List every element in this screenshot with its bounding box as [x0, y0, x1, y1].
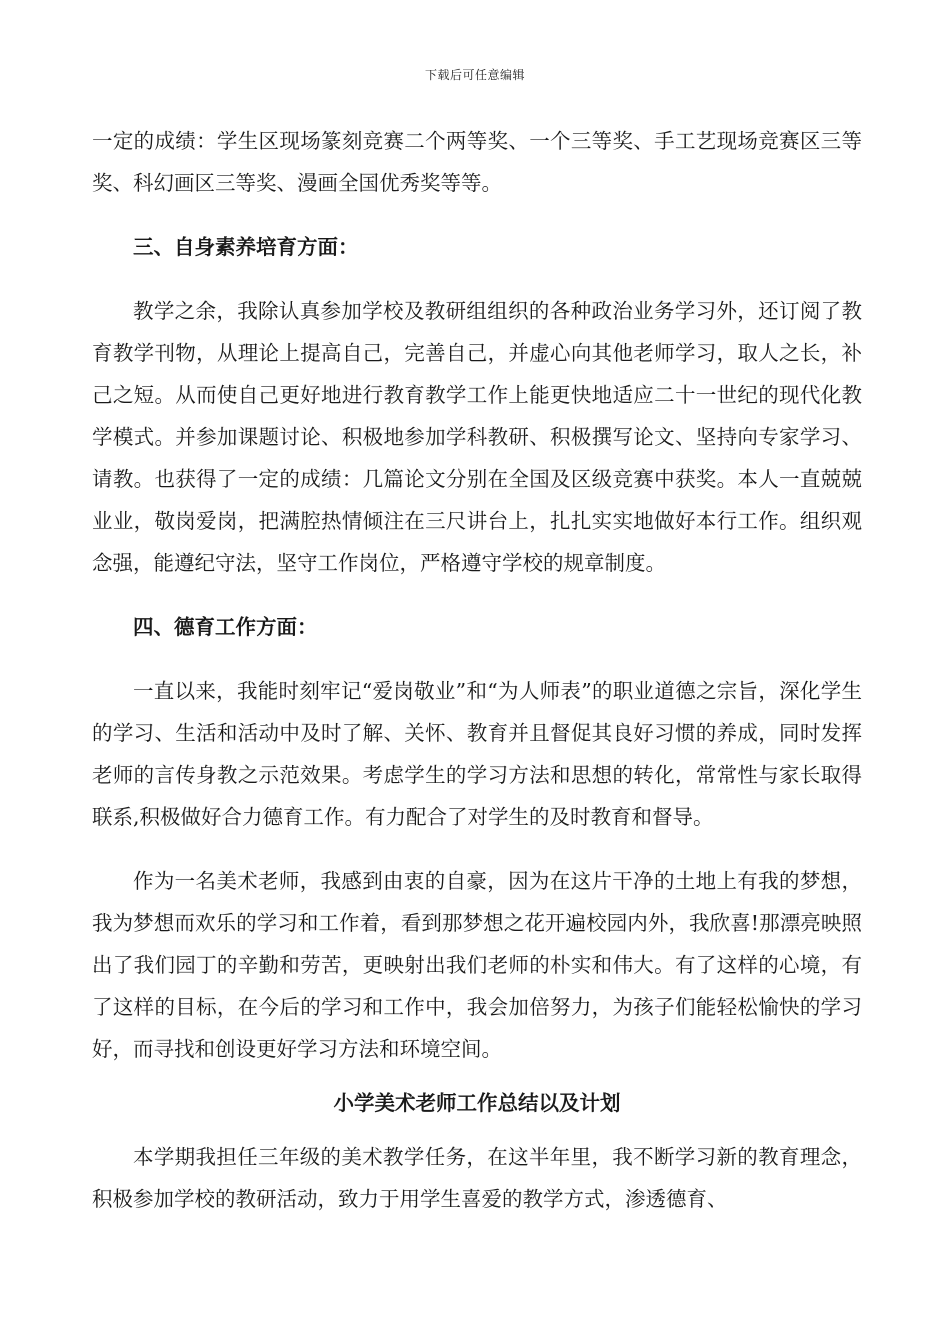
section-heading-self-cultivation: 三、自身素养培育方面： — [133, 235, 359, 259]
intro-paragraph: 一定的成绩：学生区现场篆刻竞赛二个两等奖、一个三等奖、手工艺现场竞赛区三等奖、科幻画区三等奖、漫画全国优秀奖等等。 — [92, 129, 862, 195]
section-paragraph-self-cultivation: 教学之余，我除认真参加学校及教研组组织的各种政治业务学习外，还订阅了教育教学刊物，从理论上提高自己，完善自己，并虚心向其他老师学习，取人之长，补己之短。从而使自己更好地进行教育教学工作上能更快地适应二十一世纪的现代化教学模式。并参加课题讨论、积极地参加学科教研、积极撰写论文、坚持向专家学习、请教。也获得了一定的成绩：几篇论文分别在全国及区级竞赛中获奖。本人一直兢兢业业，敬岗爱岗，把满腔热情倾注在三尺讲台上，扎扎实实地做好本行工作。组织观念强，能遵纪守法，坚守工作岗位，严格遵守学校的规章制度。 — [92, 299, 862, 575]
document-body — [92, 120, 862, 1220]
section-heading-moral-education: 四、德育工作方面： — [133, 615, 318, 639]
summary-intro-paragraph: 本学期我担任三年级的美术教学任务，在这半年里，我不断学习新的教育理念，积极参加学校的教研活动，致力于用学生喜爱的教学方式，渗透德育、 — [92, 1145, 862, 1211]
page-header: 下载后可任意编辑 — [424, 68, 525, 82]
section-paragraph-moral-education-1: 一直以来，我能时刻牢记“爱岗敬业”和“为人师表”的职业道德之宗旨，深化学生的学习、生活和活动中及时了解、关怀、教育并且督促其良好习惯的养成，同时发挥老师的言传身教之示范效果。考虑学生的学习方法和思想的转化，常常性与家长取得联系,积极做好合力德育工作。有力配合了对学生的及时教育和督导。 — [92, 679, 862, 829]
section-paragraph-moral-education-2: 作为一名美术老师，我感到由衷的自豪，因为在这片干净的土地上有我的梦想，我为梦想而欢乐的学习和工作着，看到那梦想之花开遍校园内外，我欣喜!那漂亮映照出了我们园丁的辛勤和劳苦，更映射出我们老师的朴实和伟大。有了这样的心境，有了这样的目标，在今后的学习和工作中，我会加倍努力，为孩子们能轻松愉快的学习好，而寻找和创设更好学习方法和环境空间。 — [92, 869, 862, 1061]
document-title: 小学美术老师工作总结以及计划 — [333, 1091, 621, 1115]
